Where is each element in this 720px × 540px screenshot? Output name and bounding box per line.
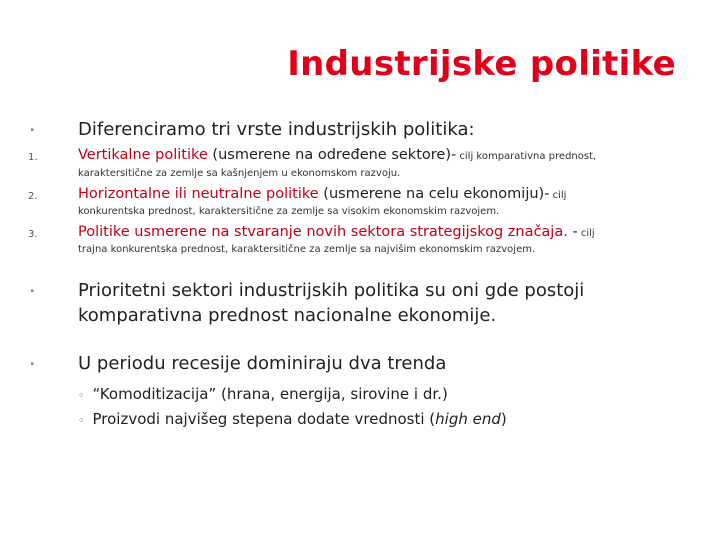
bullet-icon: ⁍ [30,287,35,297]
recession-text: U periodu recesije dominiraju dva trenda [78,353,447,374]
item-rest: - [567,224,578,240]
item-number: 1. [28,152,38,163]
intro-text: Diferenciramo tri vrste industrijskih politika: [78,119,475,140]
sub-point-italic: high end [435,410,501,428]
item-number: 2. [28,191,38,202]
item-detail: konkurentska prednost, karaktersitične za zemlje sa visokim ekonomskim razvojem. [78,206,500,217]
item-highlight: Politike usmerene na stvaranje novih sektora strategijskog značaja. [78,224,568,240]
item-goal: cilj komparativna prednost, [456,151,597,162]
item-line [78,186,566,202]
item-line [78,224,595,240]
sub-point-close: ) [500,410,507,428]
sub-point [78,410,507,428]
sub-bullet-icon: ◦ [78,389,85,402]
item-rest: (usmerene na celu ekonomiju)- [318,186,550,202]
item-highlight: Vertikalne politike [78,147,208,163]
slide-title: Industrijske politike [287,44,676,84]
item-goal: cilj [549,190,567,201]
item-goal: cilj [577,228,595,239]
item-rest: (usmerene na određene sektore)- [207,147,457,163]
bullet-icon: ⁍ [30,126,35,136]
bullet-icon: ⁍ [30,360,35,370]
item-highlight: Horizontalne ili neutralne politike [78,186,319,202]
sub-point-text: “Komoditizacija” (hrana, energija, sirovine i dr.) [92,385,448,403]
item-line [78,147,596,163]
sub-point [78,385,448,403]
sub-bullet-icon: ◦ [78,414,85,427]
item-detail: karaktersitične za zemlje sa kašnjenjem u ekonomskom razvoju. [78,168,401,179]
item-detail: trajna konkurentska prednost, karaktersitične za zemlje sa najvišim ekonomskim razvojem. [78,244,536,255]
sub-point-text: Proizvodi najvišeg stepena dodate vrednosti ( [92,410,436,428]
item-number: 3. [28,229,38,240]
priority-line-1: Prioritetni sektori industrijskih politika su oni gde postoji [78,280,585,301]
priority-line-2: komparativna prednost nacionalne ekonomije. [78,305,497,326]
